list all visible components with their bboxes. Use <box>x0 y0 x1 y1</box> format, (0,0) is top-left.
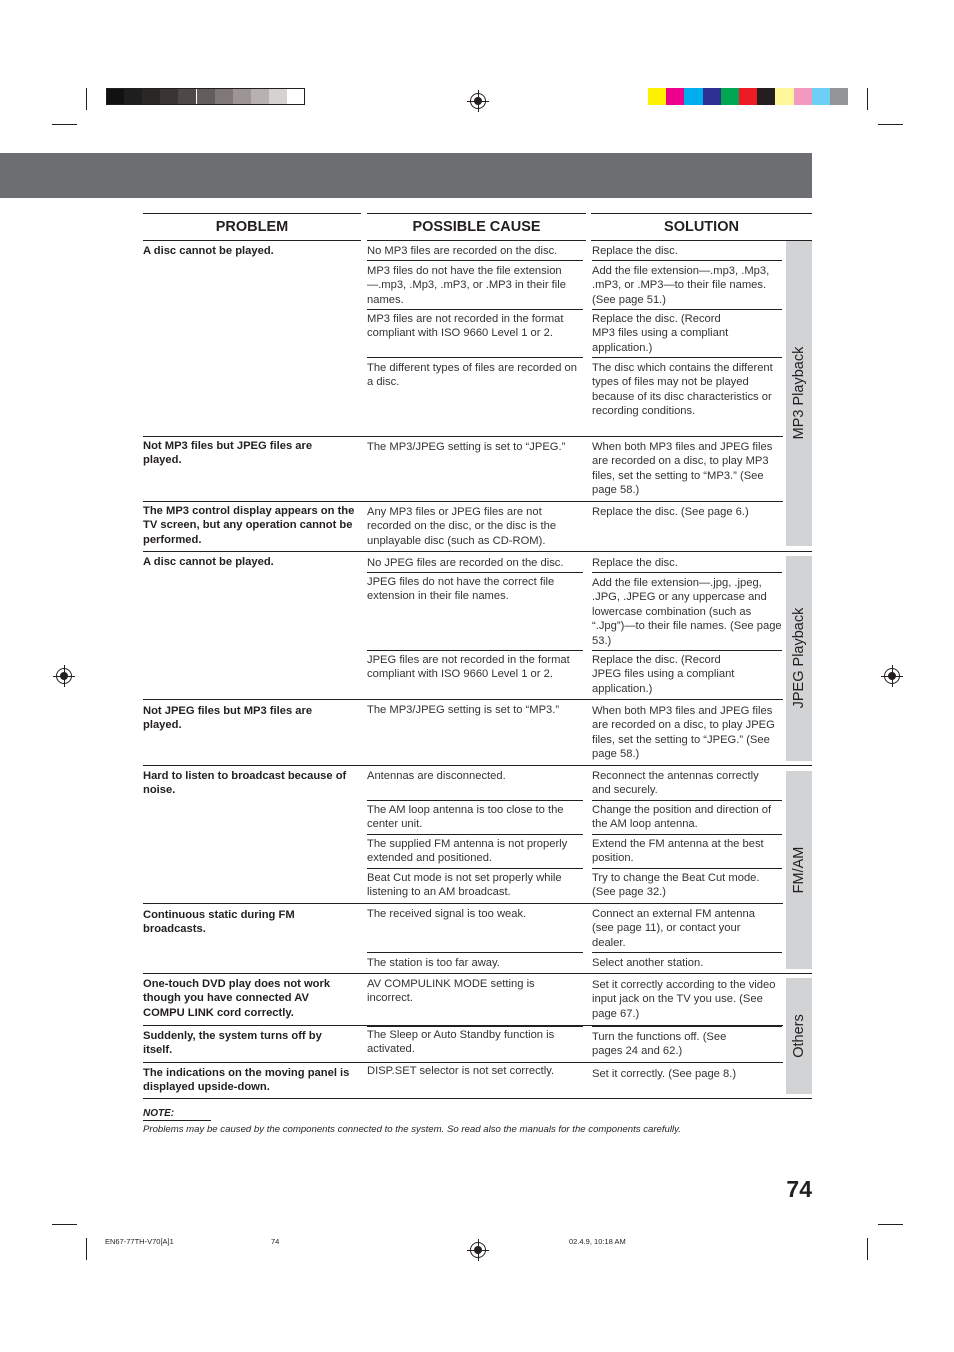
solution-text: Replace the disc. (Record MP3 files using a compliant application.) <box>592 313 729 354</box>
cause-text: No MP3 files are recorded on the disc. <box>367 245 558 257</box>
cause-text: The supplied FM antenna is not properly extended and positioned. <box>367 838 568 865</box>
group-divider <box>143 1062 783 1063</box>
crop-mark <box>52 124 77 125</box>
header-cause: POSSIBLE CAUSE <box>367 213 586 241</box>
crop-mark <box>867 1238 868 1260</box>
color-swatch <box>721 88 739 105</box>
row-divider <box>592 834 782 835</box>
cause-text: JPEG files are not recorded in the format compliant with ISO 9660 Level 1 or 2. <box>367 654 570 681</box>
cause-text: The different types of files are recorded on a disc. <box>367 362 577 389</box>
color-swatch <box>684 88 702 105</box>
problem-text: Hard to listen to broadcast because of noise. <box>143 770 347 797</box>
grayscale-bar-outline <box>106 88 305 105</box>
solution-text: Set it correctly. (See page 8.) <box>592 1068 737 1080</box>
solution-text: When both MP3 files and JPEG files are recorded on a disc, to play JPEG files, set the setting to “JPEG.” (See page 58.) <box>592 705 775 761</box>
color-swatch <box>703 88 721 105</box>
color-swatch <box>666 88 684 105</box>
problem-text: A disc cannot be played. <box>143 245 274 257</box>
row-divider <box>592 1026 782 1027</box>
solution-text: Add the file extension—.jpg, .jpeg, .JPG, .JPEG or any uppercase and lowercase combination (such as “.Jpg”)—to their file names. (See page 53.) <box>592 577 782 647</box>
row-divider <box>367 572 583 573</box>
note-label: NOTE: <box>143 1107 211 1121</box>
color-swatch <box>775 88 793 105</box>
cause-text: JPEG files do not have the correct file extension in their file names. <box>367 576 555 603</box>
solution-text: Replace the disc. (See page 6.) <box>592 506 749 518</box>
cause-text: The received signal is too weak. <box>367 908 527 920</box>
row-divider <box>367 834 583 835</box>
footer-file: EN67-77TH-V70[A]1 <box>105 1237 174 1246</box>
registration-mark-icon <box>470 93 486 109</box>
cause-text: AV COMPULINK MODE setting is incorrect. <box>367 978 535 1005</box>
solution-text: Turn the functions off. (See pages 24 and 62.) <box>592 1031 727 1058</box>
group-divider <box>143 501 783 502</box>
group-divider <box>143 903 783 904</box>
problem-text: Continuous static during FM broadcasts. <box>143 909 295 936</box>
solution-text: Select another station. <box>592 957 704 969</box>
cause-text: The AM loop antenna is too close to the center unit. <box>367 804 564 831</box>
problem-text: Suddenly, the system turns off by itself. <box>143 1030 322 1057</box>
header-problem: PROBLEM <box>143 213 361 241</box>
problem-text: The MP3 control display appears on the TV screen, but any operation cannot be performed. <box>143 505 355 546</box>
group-divider <box>143 699 783 700</box>
row-divider <box>367 357 583 358</box>
problem-text: Not JPEG files but MP3 files are played. <box>143 705 313 732</box>
color-swatch <box>757 88 775 105</box>
tab-label-others: Others <box>791 1014 807 1058</box>
solution-text: Change the position and direction of the AM loop antenna. <box>592 804 772 831</box>
problem-text: One-touch DVD play does not work though you have connected AV COMPU LINK cord correctly. <box>143 978 331 1019</box>
cause-text: Beat Cut mode is not set properly while listening to an AM broadcast. <box>367 872 562 899</box>
note-text: Problems may be caused by the components connected to the system. So read also the manuals for the components carefully. <box>143 1124 681 1135</box>
group-divider <box>143 1025 783 1026</box>
tab-label-mp3: MP3 Playback <box>791 346 807 440</box>
row-divider <box>367 800 583 801</box>
color-swatch <box>648 88 666 105</box>
tab-label-jpeg: JPEG Playback <box>791 607 807 709</box>
cause-text: Any MP3 files or JPEG files are not recorded on the disc, or the disc is the unplayable disc (such as CD-ROM). <box>367 506 557 547</box>
solution-text: Replace the disc. <box>592 245 678 257</box>
page-number: 74 <box>786 1176 812 1202</box>
crop-mark <box>878 1224 903 1225</box>
row-divider <box>592 309 782 310</box>
header-solution: SOLUTION <box>591 213 812 241</box>
tab-label-fmam: FM/AM <box>791 846 807 894</box>
footer-page: 74 <box>271 1237 280 1246</box>
row-divider <box>367 868 583 869</box>
row-divider <box>367 260 583 261</box>
cause-text: DISP.SET selector is not set correctly. <box>367 1065 555 1077</box>
color-swatch <box>739 88 757 105</box>
row-divider <box>592 868 782 869</box>
cause-text: The MP3/JPEG setting is set to “MP3.” <box>367 704 560 716</box>
cause-text: The Sleep or Auto Standby function is activated. <box>367 1029 555 1056</box>
color-swatch <box>830 88 848 105</box>
solution-text: Reconnect the antennas correctly and securely. <box>592 770 759 797</box>
solution-text: Replace the disc. <box>592 557 678 569</box>
problem-text: The indications on the moving panel is displayed upside-down. <box>143 1067 350 1094</box>
row-divider <box>592 800 782 801</box>
crop-mark <box>52 1224 77 1225</box>
row-divider <box>592 260 782 261</box>
cause-text: Antennas are disconnected. <box>367 770 506 782</box>
problem-text: Not MP3 files but JPEG files are played. <box>143 440 313 467</box>
crop-mark <box>86 88 87 110</box>
cause-text: MP3 files do not have the file extension —.mp3, .Mp3, .mP3, or .MP3 in their file names. <box>367 265 566 306</box>
crop-mark <box>86 1238 87 1260</box>
registration-mark-icon <box>884 668 900 684</box>
solution-text: Connect an external FM antenna (see page 11), or contact your dealer. <box>592 908 755 949</box>
solution-text: Extend the FM antenna at the best position. <box>592 838 764 865</box>
solution-text: Set it correctly according to the video input jack on the TV you use. (See page 67.) <box>592 979 776 1020</box>
row-divider <box>367 1026 583 1027</box>
color-swatch <box>794 88 812 105</box>
group-divider <box>143 765 812 766</box>
row-divider <box>592 357 782 358</box>
crop-mark <box>878 124 903 125</box>
cause-text: No JPEG files are recorded on the disc. <box>367 557 564 569</box>
group-divider <box>143 436 783 437</box>
color-swatch <box>812 88 830 105</box>
row-divider <box>592 952 782 953</box>
registration-mark-icon <box>470 1242 486 1258</box>
group-divider <box>143 551 812 552</box>
header-banner <box>0 153 812 198</box>
crop-mark <box>867 88 868 110</box>
problem-text: A disc cannot be played. <box>143 556 274 568</box>
solution-text: Add the file extension—.mp3, .Mp3, .mP3, or .MP3—to their file names. (See page 51.) <box>592 265 770 306</box>
row-divider <box>367 952 583 953</box>
footer-datetime: 02.4.9, 10:18 AM <box>569 1237 626 1246</box>
table-bottom-rule <box>143 1098 812 1099</box>
registration-mark-icon <box>56 668 72 684</box>
group-divider <box>143 973 812 974</box>
row-divider <box>592 572 782 573</box>
row-divider <box>367 309 583 310</box>
row-divider <box>592 650 782 651</box>
cause-text: MP3 files are not recorded in the format compliant with ISO 9660 Level 1 or 2. <box>367 313 564 340</box>
solution-text: The disc which contains the different types of files may not be played because of its disc characteristics or recording conditions. <box>592 362 773 418</box>
solution-text: Try to change the Beat Cut mode. (See page 32.) <box>592 872 760 899</box>
solution-text: Replace the disc. (Record JPEG files using a compliant application.) <box>592 654 735 695</box>
cause-text: The MP3/JPEG setting is set to “JPEG.” <box>367 441 566 453</box>
cause-text: The station is too far away. <box>367 957 500 969</box>
row-divider <box>367 650 583 651</box>
solution-text: When both MP3 files and JPEG files are recorded on a disc, to play MP3 files, set the setting to “MP3.” (See page 58.) <box>592 441 773 497</box>
